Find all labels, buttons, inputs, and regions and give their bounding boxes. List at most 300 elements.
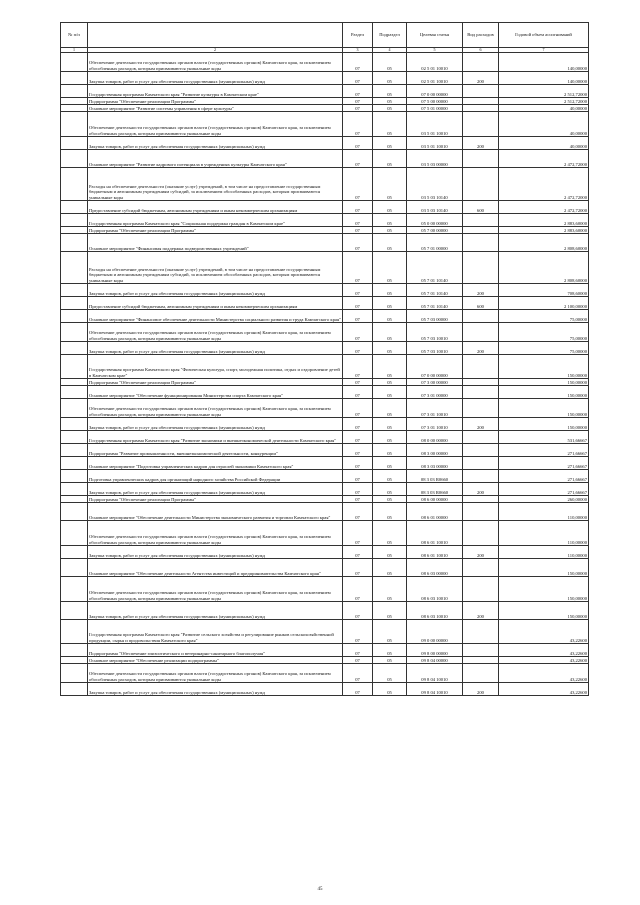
header-num: № п/п [61, 23, 88, 48]
cell-num [61, 683, 88, 696]
cell-razdel: 07 [343, 98, 373, 105]
cell-podrazdel: 05 [373, 386, 407, 399]
cell-razdel: 07 [343, 342, 373, 355]
cell-vid-raskhodov [463, 644, 499, 657]
cell-vid-raskhodov: 200 [463, 342, 499, 355]
cell-razdel: 07 [343, 457, 373, 470]
table-row [61, 227, 589, 234]
cell-vid-raskhodov [463, 252, 499, 284]
cell-razdel: 07 [343, 577, 373, 602]
cell-podrazdel: 05 [373, 105, 407, 112]
cell-num [61, 72, 88, 85]
cell-vid-raskhodov [463, 227, 499, 234]
cell-podrazdel: 05 [373, 297, 407, 310]
cell-num [61, 470, 88, 483]
cell-obem: 75,00000 [499, 342, 589, 355]
cell-vid-raskhodov: 200 [463, 483, 499, 496]
cell-num [61, 150, 88, 168]
cell-num [61, 559, 88, 577]
cell-podrazdel: 05 [373, 620, 407, 644]
cell-obem: 271,66667 [499, 457, 589, 470]
cell-num [61, 355, 88, 379]
cell-vid-raskhodov [463, 399, 499, 418]
cell-vid-raskhodov: 600 [463, 201, 499, 214]
cell-tselevaya-statya: 07 5 00 00000 [407, 98, 463, 105]
cell-razdel: 07 [343, 72, 373, 85]
cell-obem: 150,00000 [499, 379, 589, 386]
table-row [61, 546, 589, 559]
cell-tselevaya-statya: 08 6 03 10010 [407, 602, 463, 620]
cell-obem: 75,00000 [499, 323, 589, 342]
cell-podrazdel: 05 [373, 137, 407, 150]
table-row [61, 105, 589, 112]
cell-name: Основное мероприятие "Развитие системы управления в сфере культуры" [88, 105, 343, 112]
cell-tselevaya-statya: 05 7 00 00000 [407, 227, 463, 234]
cell-tselevaya-statya: 08 3 03 R0660 [407, 483, 463, 496]
cell-vid-raskhodov [463, 355, 499, 379]
cell-vid-raskhodov [463, 234, 499, 252]
cell-podrazdel: 05 [373, 644, 407, 657]
cell-obem: 2 808,60000 [499, 252, 589, 284]
cell-razdel: 07 [343, 85, 373, 98]
cell-num [61, 85, 88, 98]
cell-razdel: 07 [343, 201, 373, 214]
table-row [61, 444, 589, 457]
cell-obem: 150,00000 [499, 602, 589, 620]
cell-podrazdel: 05 [373, 470, 407, 483]
cell-podrazdel: 05 [373, 483, 407, 496]
cell-tselevaya-statya: 05 7 01 00000 [407, 234, 463, 252]
cell-razdel: 07 [343, 620, 373, 644]
cell-name: Закупка товаров, работ и услуг для обеспечения государственных (муниципальных) нужд [88, 418, 343, 431]
cell-num [61, 444, 88, 457]
cell-name: Обеспечение деятельности государственных органов власти (государственных органов) Камчатского края, за исключением обособленных расходов, которым присваиваются уникальные коды [88, 323, 343, 342]
cell-name: Предоставление субсидий бюджетным, автономным учреждениям и иным некоммерческим организациям [88, 201, 343, 214]
cell-name: Подпрограмма "Развитие промышленности, внешнеэкономической деятельности, конкуренции" [88, 444, 343, 457]
cell-razdel: 07 [343, 297, 373, 310]
cell-obem: 150,00000 [499, 577, 589, 602]
table-row [61, 620, 589, 644]
cell-obem: 2 472,72000 [499, 168, 589, 201]
cell-tselevaya-statya: 02 5 01 10010 [407, 72, 463, 85]
cell-vid-raskhodov: 200 [463, 546, 499, 559]
cell-obem: 150,00000 [499, 559, 589, 577]
cell-num [61, 137, 88, 150]
cell-razdel: 07 [343, 112, 373, 137]
cell-podrazdel: 05 [373, 98, 407, 105]
cell-podrazdel: 05 [373, 683, 407, 696]
table-row [61, 602, 589, 620]
cell-obem: 2 883,60000 [499, 214, 589, 227]
cell-tselevaya-statya: 08 6 00 00000 [407, 496, 463, 503]
cell-vid-raskhodov [463, 310, 499, 323]
cell-num [61, 483, 88, 496]
cell-tselevaya-statya: 03 5 01 10010 [407, 112, 463, 137]
cell-razdel: 07 [343, 137, 373, 150]
table-row [61, 323, 589, 342]
cell-obem: 110,00000 [499, 521, 589, 546]
table-row [61, 234, 589, 252]
cell-podrazdel: 05 [373, 72, 407, 85]
cell-obem: 43,22600 [499, 683, 589, 696]
table-row [61, 431, 589, 444]
cell-podrazdel: 05 [373, 252, 407, 284]
cell-obem: 271,66667 [499, 444, 589, 457]
cell-vid-raskhodov [463, 214, 499, 227]
cell-podrazdel: 05 [373, 310, 407, 323]
cell-razdel: 07 [343, 310, 373, 323]
cell-name: Подготовка управленческих кадров для организаций народного хозяйства Российской Федерации [88, 470, 343, 483]
table-row [61, 470, 589, 483]
cell-name: Расходы на обеспечение деятельности (оказание услуг) учреждений, в том числе на предоставление государственным бюджетным и автономным учреждениям субсидий, за исключением обособленных расходов, которым присваиваются уникальные коды [88, 252, 343, 284]
cell-razdel: 07 [343, 252, 373, 284]
cell-num [61, 521, 88, 546]
cell-razdel: 07 [343, 234, 373, 252]
cell-tselevaya-statya: 05 0 00 00000 [407, 214, 463, 227]
cell-num [61, 112, 88, 137]
cell-vid-raskhodov [463, 85, 499, 98]
cell-vid-raskhodov [463, 150, 499, 168]
cell-num [61, 546, 88, 559]
cell-obem: 271,66667 [499, 483, 589, 496]
cell-podrazdel: 05 [373, 444, 407, 457]
cell-tselevaya-statya: 05 7 03 10010 [407, 342, 463, 355]
cell-obem: 2 808,60000 [499, 234, 589, 252]
cell-podrazdel: 05 [373, 323, 407, 342]
cell-tselevaya-statya: 09 8 04 10010 [407, 683, 463, 696]
cell-tselevaya-statya: 08 6 01 00000 [407, 503, 463, 521]
cell-tselevaya-statya: 09 8 00 00000 [407, 644, 463, 657]
cell-name: Обеспечение деятельности государственных органов власти (государственных органов) Камчатского края, за исключением обособленных расходов, которым присваиваются уникальные коды [88, 577, 343, 602]
cell-vid-raskhodov: 200 [463, 602, 499, 620]
cell-tselevaya-statya: 09 0 00 00000 [407, 620, 463, 644]
cell-razdel: 07 [343, 284, 373, 297]
table-row [61, 112, 589, 137]
cell-podrazdel: 05 [373, 496, 407, 503]
cell-name: Обеспечение деятельности государственных органов власти (государственных органов) Камчатского края, за исключением обособленных расходов, которым присваиваются уникальные коды [88, 521, 343, 546]
table-row [61, 664, 589, 683]
table-row [61, 297, 589, 310]
cell-vid-raskhodov [463, 664, 499, 683]
cell-podrazdel: 05 [373, 355, 407, 379]
cell-razdel: 07 [343, 214, 373, 227]
cell-podrazdel: 05 [373, 284, 407, 297]
cell-obem: 110,00000 [499, 546, 589, 559]
cell-razdel: 07 [343, 444, 373, 457]
cell-vid-raskhodov [463, 444, 499, 457]
cell-razdel: 07 [343, 386, 373, 399]
cell-podrazdel: 05 [373, 53, 407, 72]
cell-name: Подпрограмма "Обеспечение реализации Программы" [88, 227, 343, 234]
cell-num [61, 214, 88, 227]
cell-name: Основное мероприятие "Обеспечение функционирования Министерства спорта Камчатского края" [88, 386, 343, 399]
cell-vid-raskhodov [463, 112, 499, 137]
cell-razdel: 07 [343, 431, 373, 444]
column-number: 4 [373, 48, 407, 53]
cell-razdel: 07 [343, 644, 373, 657]
cell-name: Закупка товаров, работ и услуг для обеспечения государственных (муниципальных) нужд [88, 137, 343, 150]
cell-num [61, 201, 88, 214]
cell-obem: 2 512,72000 [499, 98, 589, 105]
cell-name: Государственная программа Камчатского края "Физическая культура, спорт, молодежная политика, отдых и оздоровление детей в Камчатском крае" [88, 355, 343, 379]
table-row [61, 342, 589, 355]
cell-obem: 110,00000 [499, 503, 589, 521]
cell-vid-raskhodov [463, 168, 499, 201]
cell-num [61, 431, 88, 444]
cell-num [61, 234, 88, 252]
cell-num [61, 105, 88, 112]
table-row [61, 379, 589, 386]
cell-name: Закупка товаров, работ и услуг для обеспечения государственных (муниципальных) нужд [88, 602, 343, 620]
cell-podrazdel: 05 [373, 521, 407, 546]
cell-num [61, 657, 88, 664]
cell-tselevaya-statya: 05 7 01 10140 [407, 252, 463, 284]
cell-obem: 150,00000 [499, 355, 589, 379]
cell-name: Основное мероприятие "Развитие кадрового потенциала в учреждениях культуры Камчатского края" [88, 150, 343, 168]
cell-razdel: 07 [343, 657, 373, 664]
cell-podrazdel: 05 [373, 503, 407, 521]
cell-name: Государственная программа Камчатского края "Социальная поддержка граждан в Камчатском крае" [88, 214, 343, 227]
cell-razdel: 07 [343, 355, 373, 379]
cell-name: Расходы на обеспечение деятельности (оказание услуг) учреждений, в том числе на предоставление государственным бюджетным и автономным учреждениям субсидий, за исключением обособленных расходов, которым присваиваются уникальные коды [88, 168, 343, 201]
cell-obem: 140,00000 [499, 53, 589, 72]
cell-vid-raskhodov: 200 [463, 72, 499, 85]
cell-name: Государственная программа Камчатского края "Развитие сельского хозяйства и регулирование рынков сельскохозяйственной продукции, сырья и продовольствия Камчатского края" [88, 620, 343, 644]
cell-name: Подпрограмма "Обеспечение реализации Программы" [88, 98, 343, 105]
cell-obem: 43,22600 [499, 657, 589, 664]
cell-razdel: 07 [343, 602, 373, 620]
cell-name: Основное мероприятие "Обеспечение деятельности Агентства инвестиций и предпринимательства Камчатского края" [88, 559, 343, 577]
cell-podrazdel: 05 [373, 418, 407, 431]
cell-name: Обеспечение деятельности государственных органов власти (государственных органов) Камчатского края, за исключением обособленных расходов, которым присваиваются уникальные коды [88, 664, 343, 683]
table-row [61, 252, 589, 284]
header-razdel: Раздел [343, 23, 373, 48]
cell-name: Основное мероприятие "Финансовая поддержка подведомственных учреждений" [88, 234, 343, 252]
cell-vid-raskhodov [463, 657, 499, 664]
header-vid-raskhodov: Вид расходов [463, 23, 499, 48]
cell-num [61, 53, 88, 72]
cell-podrazdel: 05 [373, 431, 407, 444]
cell-obem: 75,00000 [499, 310, 589, 323]
cell-razdel: 07 [343, 53, 373, 72]
cell-name: Обеспечение деятельности государственных органов власти (государственных органов) Камчатского края, за исключением обособленных расходов, которым присваиваются уникальные коды [88, 53, 343, 72]
cell-vid-raskhodov: 200 [463, 137, 499, 150]
cell-vid-raskhodov: 600 [463, 297, 499, 310]
cell-tselevaya-statya: 03 5 03 00000 [407, 150, 463, 168]
cell-podrazdel: 05 [373, 201, 407, 214]
cell-podrazdel: 05 [373, 399, 407, 418]
cell-razdel: 07 [343, 503, 373, 521]
cell-vid-raskhodov [463, 53, 499, 72]
cell-obem: 2 883,60000 [499, 227, 589, 234]
cell-tselevaya-statya: 08 6 01 10010 [407, 521, 463, 546]
cell-razdel: 07 [343, 664, 373, 683]
cell-vid-raskhodov: 200 [463, 284, 499, 297]
cell-name: Закупка товаров, работ и услуг для обеспечения государственных (муниципальных) нужд [88, 683, 343, 696]
cell-tselevaya-statya: 07 3 00 00000 [407, 379, 463, 386]
cell-name: Предоставление субсидий бюджетным, автономным учреждениям и иным некоммерческим организациям [88, 297, 343, 310]
cell-tselevaya-statya: 08 6 01 10010 [407, 546, 463, 559]
cell-num [61, 252, 88, 284]
table-row [61, 355, 589, 379]
table-row [61, 168, 589, 201]
header-name [88, 23, 343, 48]
cell-obem: 2 472,72000 [499, 150, 589, 168]
cell-num [61, 98, 88, 105]
cell-razdel: 07 [343, 496, 373, 503]
cell-vid-raskhodov [463, 559, 499, 577]
cell-vid-raskhodov: 200 [463, 418, 499, 431]
cell-podrazdel: 05 [373, 227, 407, 234]
cell-razdel: 07 [343, 379, 373, 386]
cell-num [61, 418, 88, 431]
column-number: 6 [463, 48, 499, 53]
table-row [61, 577, 589, 602]
cell-num [61, 386, 88, 399]
cell-razdel: 07 [343, 227, 373, 234]
cell-name: Основное мероприятие "Финансовое обеспечение деятельности Министерства социального развития и труда Камчатского края" [88, 310, 343, 323]
table-row [61, 457, 589, 470]
cell-tselevaya-statya: 05 7 01 10140 [407, 297, 463, 310]
cell-tselevaya-statya: 08 6 03 10010 [407, 577, 463, 602]
cell-tselevaya-statya: 05 7 01 10140 [407, 284, 463, 297]
cell-obem: 2 100,00000 [499, 297, 589, 310]
cell-name: Закупка товаров, работ и услуг для обеспечения государственных (муниципальных) нужд [88, 342, 343, 355]
cell-name: Подпрограмма "Обеспечение реализации Программы" [88, 379, 343, 386]
cell-obem: 2 472,72000 [499, 201, 589, 214]
cell-num [61, 620, 88, 644]
cell-num [61, 577, 88, 602]
cell-podrazdel: 05 [373, 379, 407, 386]
budget-table-sheet [60, 22, 588, 696]
table-body [61, 53, 589, 696]
cell-tselevaya-statya: 07 3 01 10010 [407, 418, 463, 431]
cell-obem: 40,00000 [499, 105, 589, 112]
table-row [61, 496, 589, 503]
cell-vid-raskhodov [463, 620, 499, 644]
table-row [61, 150, 589, 168]
cell-vid-raskhodov [463, 496, 499, 503]
cell-podrazdel: 05 [373, 664, 407, 683]
table-row [61, 310, 589, 323]
cell-razdel: 07 [343, 168, 373, 201]
table-row [61, 85, 589, 98]
cell-num [61, 323, 88, 342]
cell-num [61, 379, 88, 386]
cell-vid-raskhodov [463, 503, 499, 521]
cell-tselevaya-statya: 08 0 00 00000 [407, 431, 463, 444]
table-row [61, 284, 589, 297]
cell-tselevaya-statya: 05 7 03 10010 [407, 323, 463, 342]
cell-vid-raskhodov [463, 98, 499, 105]
cell-podrazdel: 05 [373, 150, 407, 168]
cell-obem: 43,22600 [499, 620, 589, 644]
cell-vid-raskhodov [463, 431, 499, 444]
budget-table [60, 22, 589, 696]
cell-podrazdel: 05 [373, 85, 407, 98]
cell-razdel: 07 [343, 105, 373, 112]
table-row [61, 386, 589, 399]
table-row [61, 503, 589, 521]
cell-tselevaya-statya: 07 0 00 00000 [407, 355, 463, 379]
cell-obem: 43,22600 [499, 644, 589, 657]
cell-vid-raskhodov [463, 386, 499, 399]
cell-num [61, 310, 88, 323]
table-row [61, 657, 589, 664]
cell-num [61, 664, 88, 683]
table-row [61, 644, 589, 657]
cell-num [61, 227, 88, 234]
cell-name: Закупка товаров, работ и услуг для обеспечения государственных (муниципальных) нужд [88, 546, 343, 559]
cell-podrazdel: 05 [373, 559, 407, 577]
cell-vid-raskhodov [463, 323, 499, 342]
column-number: 1 [61, 48, 88, 53]
cell-tselevaya-statya: 09 8 04 00000 [407, 657, 463, 664]
cell-tselevaya-statya: 08 6 03 00000 [407, 559, 463, 577]
table-row [61, 521, 589, 546]
header-tselevaya-statya: Целевая статья [407, 23, 463, 48]
cell-tselevaya-statya: 07 3 01 10010 [407, 399, 463, 418]
cell-num [61, 503, 88, 521]
cell-tselevaya-statya: 08 3 03 R0660 [407, 470, 463, 483]
cell-num [61, 284, 88, 297]
cell-vid-raskhodov [463, 577, 499, 602]
cell-obem: 40,00000 [499, 137, 589, 150]
cell-obem: 708,60000 [499, 284, 589, 297]
table-row [61, 98, 589, 105]
cell-vid-raskhodov [463, 105, 499, 112]
cell-podrazdel: 05 [373, 234, 407, 252]
cell-tselevaya-statya: 07 3 01 00000 [407, 386, 463, 399]
cell-name: Основное мероприятие "Обеспечение деятельности Министерства экономического развития и торговли Камчатского края" [88, 503, 343, 521]
cell-obem: 150,00000 [499, 418, 589, 431]
cell-num [61, 496, 88, 503]
cell-obem: 271,66667 [499, 470, 589, 483]
column-number: 7 [499, 48, 589, 53]
table-row [61, 483, 589, 496]
cell-obem: 2 512,72000 [499, 85, 589, 98]
cell-razdel: 07 [343, 150, 373, 168]
cell-obem: 260,00000 [499, 496, 589, 503]
table-row [61, 559, 589, 577]
table-row [61, 214, 589, 227]
cell-name: Основное мероприятие "Подготовка управленческих кадров для отраслей экономики Камчатского края" [88, 457, 343, 470]
table-row [61, 72, 589, 85]
cell-name: Государственная программа Камчатского края "Развитие культуры в Камчатском крае" [88, 85, 343, 98]
cell-podrazdel: 05 [373, 342, 407, 355]
cell-vid-raskhodov [463, 457, 499, 470]
cell-name: Основное мероприятие "Обеспечение реализации подпрограммы" [88, 657, 343, 664]
cell-obem: 150,00000 [499, 399, 589, 418]
cell-num [61, 342, 88, 355]
header-podrazdel: Подраздел [373, 23, 407, 48]
cell-razdel: 07 [343, 683, 373, 696]
table-row [61, 418, 589, 431]
cell-obem: 140,00000 [499, 72, 589, 85]
cell-num [61, 457, 88, 470]
cell-name: Закупка товаров, работ и услуг для обеспечения государственных (муниципальных) нужд [88, 284, 343, 297]
cell-tselevaya-statya: 07 5 01 00000 [407, 105, 463, 112]
column-number: 5 [407, 48, 463, 53]
cell-name: Государственная программа Камчатского края "Развитие экономики и внешнеэкономической деятельности Камчатского края" [88, 431, 343, 444]
cell-razdel: 07 [343, 559, 373, 577]
header-row [61, 23, 589, 48]
cell-tselevaya-statya: 03 5 03 10140 [407, 168, 463, 201]
cell-num [61, 644, 88, 657]
cell-name: Закупка товаров, работ и услуг для обеспечения государственных (муниципальных) нужд [88, 483, 343, 496]
cell-razdel: 07 [343, 546, 373, 559]
column-number: 3 [343, 48, 373, 53]
